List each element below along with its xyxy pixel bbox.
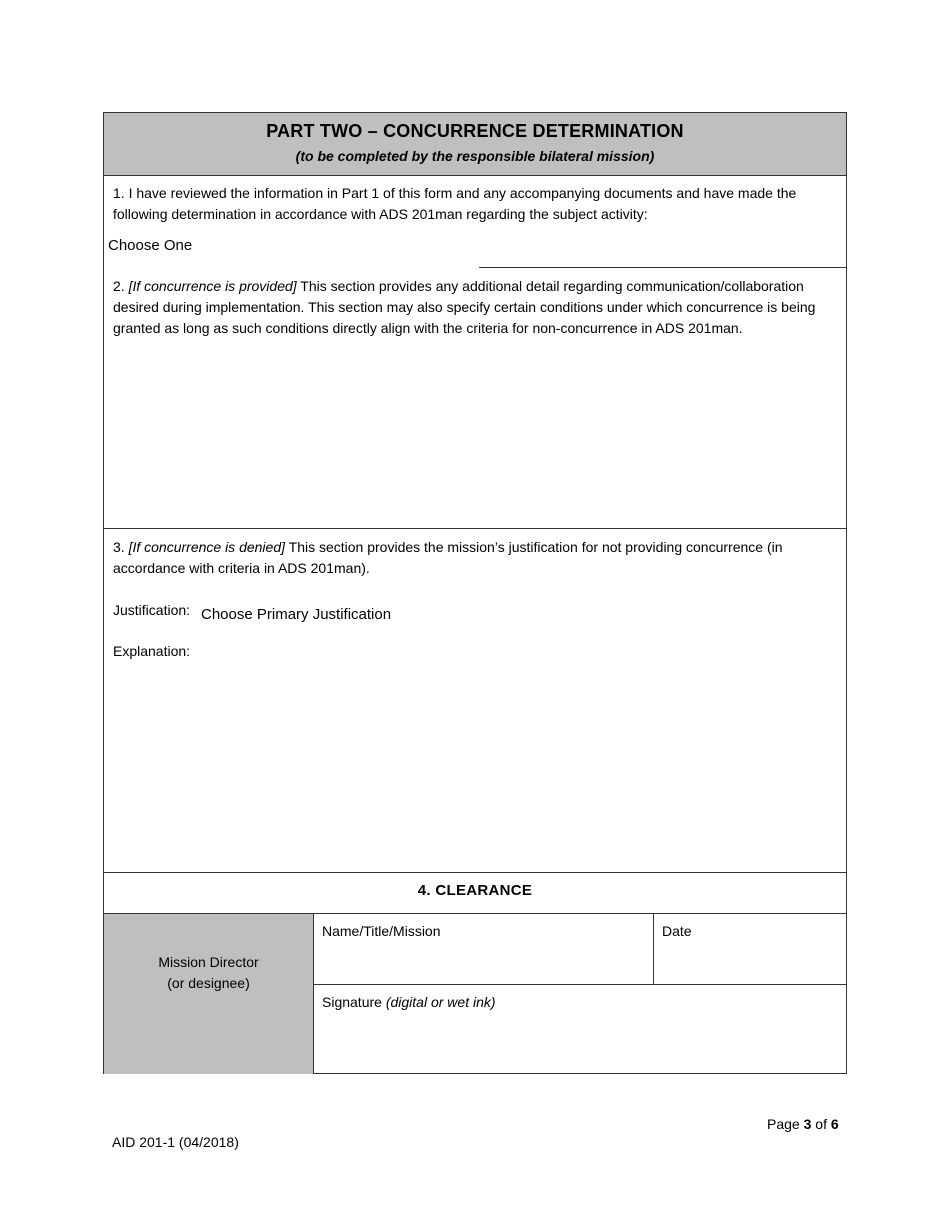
signature-field[interactable]	[314, 985, 846, 1074]
mission-director-cell	[104, 914, 314, 1074]
section-1-text: 1. I have reviewed the information in Part 1 of this form and any accompanying documents and have made the following determination in accordance with ADS 201man regarding the subject activity:	[113, 185, 797, 222]
form-header	[104, 113, 846, 176]
section-2-condition: [If concurrence is provided]	[128, 278, 297, 294]
section-2-number: 2.	[113, 278, 129, 294]
mission-director-label: Mission Director	[158, 954, 259, 970]
concurrence-form	[103, 112, 847, 1074]
page-of: of	[811, 1116, 831, 1132]
designee-label: (or designee)	[167, 975, 250, 991]
section-2-text	[113, 276, 838, 339]
signature-label-text: Signature	[322, 994, 386, 1010]
section-3-number: 3.	[113, 539, 129, 555]
name-title-mission-label: Name/Title/Mission	[322, 923, 441, 939]
section-3	[104, 529, 846, 873]
page-total: 6	[830, 1116, 839, 1132]
justification-label: Justification:	[113, 602, 191, 618]
explanation-label: Explanation:	[113, 643, 191, 659]
section-2	[104, 268, 846, 529]
determination-dropdown[interactable]: Choose One	[108, 237, 193, 254]
section-3-text	[113, 537, 838, 579]
section-3-body: This section provides the mission’s justification for not providing concurrence (in accordance with criteria in ADS 201man).	[113, 539, 783, 576]
date-label: Date	[662, 923, 692, 939]
section-2-response-area[interactable]	[104, 343, 846, 523]
form-subtitle: (to be completed by the responsible bilateral mission)	[295, 148, 655, 164]
section-3-condition: [If concurrence is denied]	[128, 539, 285, 555]
page-prefix: Page	[767, 1116, 804, 1132]
justification-dropdown[interactable]: Choose Primary Justification	[201, 606, 392, 623]
date-field[interactable]	[654, 914, 846, 984]
signature-label	[322, 994, 496, 1010]
explanation-field[interactable]	[104, 669, 846, 864]
name-title-mission-field[interactable]	[314, 914, 654, 984]
page-current: 3	[803, 1116, 812, 1132]
signature-note: (digital or wet ink)	[385, 994, 496, 1010]
clearance-title: 4. CLEARANCE	[417, 882, 533, 899]
section-1	[104, 175, 846, 268]
form-id: AID 201-1 (04/2018)	[112, 1134, 239, 1150]
form-title: PART TWO – CONCURRENCE DETERMINATION	[266, 121, 684, 141]
page-number	[767, 1116, 839, 1132]
section-2-body: This section provides any additional detail regarding communication/collaboration desired during implementation. This section may also specify certain conditions under which concurrence is being granted as long as such conditions directly align with the criteria for non-concurrence in ADS 201man.	[113, 278, 816, 336]
